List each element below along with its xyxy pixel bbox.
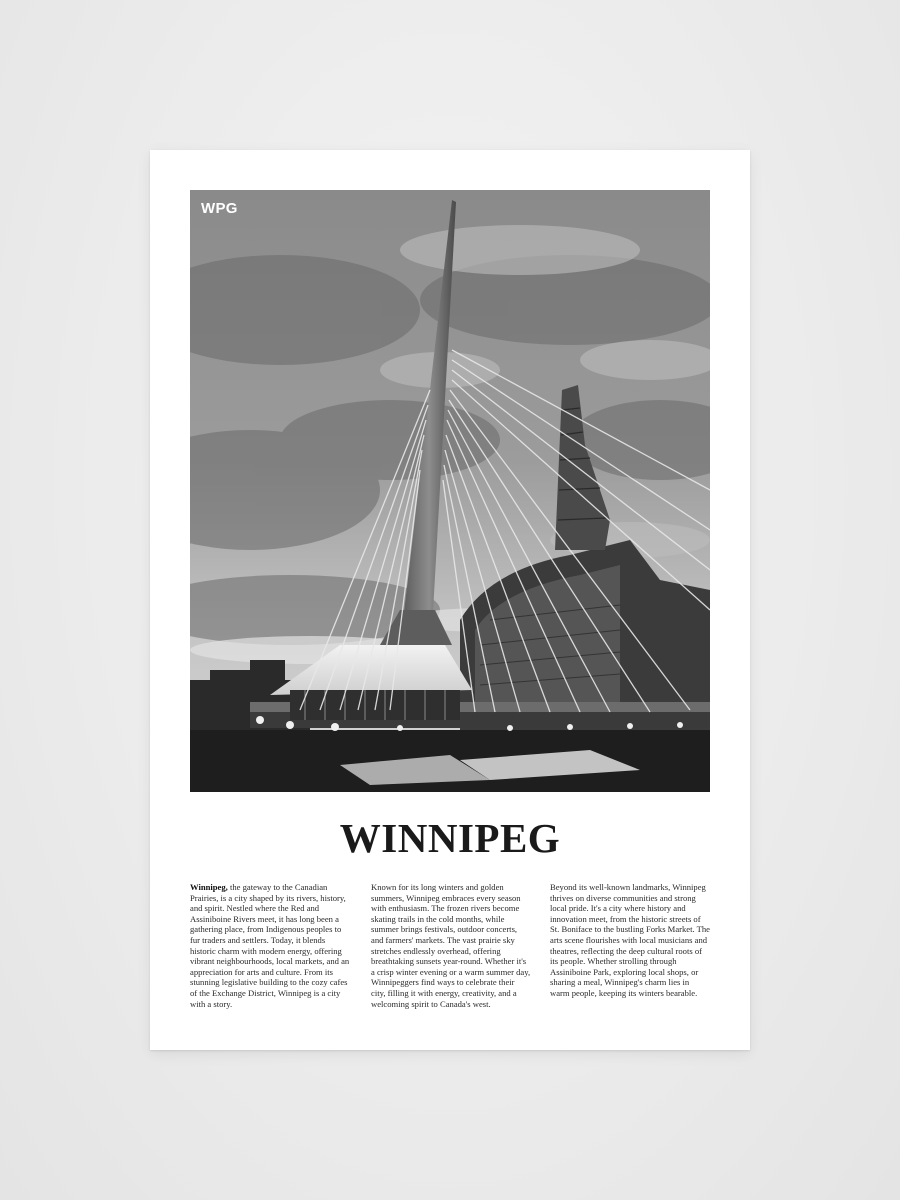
column-1-lead: Winnipeg,: [190, 882, 228, 892]
poster-title: WINNIPEG: [339, 815, 561, 861]
column-2-text: Known for its long winters and golden summers, Winnipeg embraces every season with enthusiasm. The frozen rivers become skating trails in the cold months, while summer brings festivals, outdoor concerts, and farmers' markets. The vast prairie sky stretches endlessly overhead, offering breathtaking sunsets year-round. Whether it's a crisp winter evening or a warm summer day, Winnipeggers find ways to celebrate their city, filling it with energy, creativity, and a welcoming spirit to Canada's west.: [371, 882, 531, 1009]
city-photo: [190, 190, 710, 792]
bridge-and-museum-photo-icon: [190, 190, 710, 792]
poster: [150, 150, 750, 1050]
city-code-label: WPG: [201, 200, 238, 217]
text-column-1: [190, 882, 350, 1009]
column-3-text: Beyond its well-known landmarks, Winnipeg thrives on diverse communities and strong local pride. It's a city where history and innovation meet, from the historic streets of St. Boniface to the bustling Forks Market. The arts scene flourishes with local musicians and theatres, reflecting the deep cultural roots of its people. Whether strolling through Assiniboine Park, exploring local shops, or sharing a meal, Winnipeg's charm lies in warm people, keeping its winters bearable.: [550, 882, 710, 998]
text-column-2: [371, 882, 531, 1009]
text-column-3: [550, 882, 710, 999]
column-1-text: the gateway to the Canadian Prairies, is a city shaped by its rivers, history, and spirit. Nestled where the Red and Assiniboine Rivers meet, it has long been a gathering place, from Indigenous peoples to fur traders and settlers. Today, it blends historic charm with modern energy, offering vibrant neighbourhoods, local markets, and an appreciation for arts and culture. From its stunning legislative building to the cozy cafes of the Exchange District, Winnipeg is a city with a story.: [190, 882, 350, 1009]
